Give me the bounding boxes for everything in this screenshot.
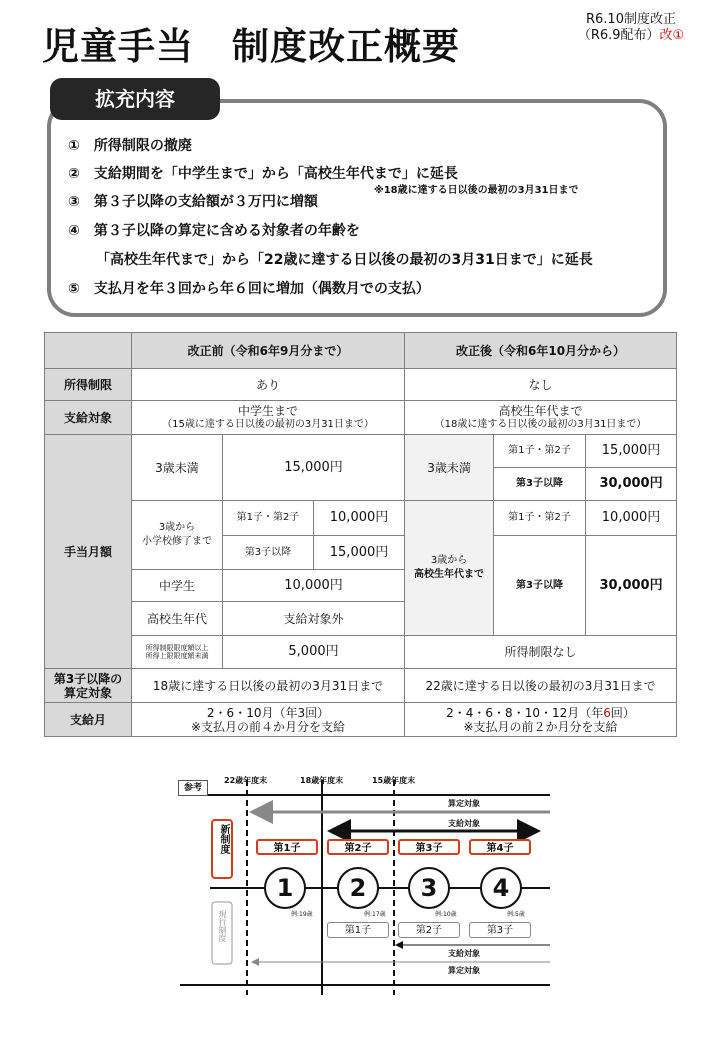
table-row <box>45 333 677 369</box>
tick-18-label: 18歳年度末 <box>300 776 344 785</box>
list-item: ⑤ 支払月を年３回から年６回に増加（偶数月での支払） <box>68 281 430 297</box>
row-label-third-child <box>45 669 132 703</box>
pay-after-months: 2・4・6・8・10・12月（年 <box>446 705 604 720</box>
cell-middle-school-amount: 10,000円 <box>223 570 405 602</box>
header-after: 改正後（令和6年10月分から） <box>405 333 677 369</box>
third-child-line2: 算定対象 <box>63 685 112 700</box>
revision-line1: R6.10制度改正 <box>586 12 676 27</box>
cell-income-after: なし <box>405 369 677 401</box>
cell-under3-before: 15,000円 <box>223 435 405 501</box>
new-child-box: 第4子 <box>469 839 531 855</box>
list-note: ※18歳に達する日以後の最初の3月31日まで <box>374 185 579 196</box>
cell-age3-elem-third: 15,000円 <box>314 536 405 570</box>
comparison-table <box>44 332 677 737</box>
pay-after-line2: ※支払月の前２か月分を支給 <box>463 719 618 734</box>
cell-pay-before <box>132 703 405 737</box>
page-title: 児童手当 制度改正概要 <box>42 25 460 68</box>
new-child-box: 第1子 <box>256 839 318 855</box>
after-age3-line1: 3歳から <box>430 555 468 566</box>
reference-label: 参考 <box>178 780 208 796</box>
cell-after-age3-third: 30,000円 <box>586 536 677 636</box>
header-before: 改正前（令和6年9月分まで） <box>132 333 405 369</box>
table-row <box>45 435 677 468</box>
new-system-label: 新制度 <box>218 824 229 854</box>
revision-note <box>565 12 697 44</box>
list-item: ① 所得制限の撤廃 <box>68 138 192 154</box>
new-child-box: 第2子 <box>327 839 389 855</box>
eligible-after-sub: （18歳に達する日以後の最初の3月31日まで） <box>434 418 647 430</box>
current-system-label: 現行制度 <box>218 910 227 942</box>
eligible-after-main: 高校生年代まで <box>498 403 583 418</box>
cell-under3-after-first: 15,000円 <box>586 435 677 468</box>
pay-after-count: 6 <box>603 705 611 720</box>
current-child-box: 第2子 <box>398 922 460 938</box>
cell-under3-after-label: 3歳未満 <box>405 435 494 501</box>
table-row <box>45 401 677 435</box>
cell-third-plus-label: 第3子以降 <box>494 468 586 501</box>
cell-third-child-after: 22歳に達する日以後の最初の3月31日まで <box>405 669 677 703</box>
row-label-eligible: 支給対象 <box>45 401 132 435</box>
table-row <box>45 703 677 737</box>
new-child-box: 第3子 <box>398 839 460 855</box>
after-age3-line2: 高校生年代まで <box>414 569 485 580</box>
revision-mark: 改① <box>659 28 685 43</box>
cell-eligible-after <box>405 401 677 435</box>
current-child-box: 第1子 <box>327 922 389 938</box>
list-item: 「高校生年代まで」から「22歳に達する日以後の最初の3月31日まで」に延長 <box>96 252 593 268</box>
cell-high-school-label: 高校生年代 <box>132 602 223 636</box>
example-age: 例:19歳 <box>291 911 313 918</box>
cell-third-plus-label: 第3子以降 <box>494 536 586 636</box>
current-pay-target-label: 支給対象 <box>448 949 480 958</box>
pay-after-line1 <box>405 706 676 720</box>
list-item: ② 支給期間を「中学生まで」から「高校生年代まで」に延長 <box>68 166 458 182</box>
cell-after-age3-first: 10,000円 <box>586 501 677 536</box>
revision-issue: （R6.9配布） <box>577 28 660 43</box>
eligible-before-sub: （15歳に達する日以後の最初の3月31日まで） <box>162 418 374 430</box>
child-circle: 4 <box>480 867 522 909</box>
cell-under3-after-third: 30,000円 <box>586 468 677 501</box>
pay-target-label: 支給対象 <box>448 819 480 828</box>
child-circle: 1 <box>264 867 306 909</box>
cell-age3-elem-first: 10,000円 <box>314 501 405 536</box>
cell-income-cap-amount: 5,000円 <box>223 636 405 669</box>
eligible-before-main: 中学生まで <box>238 403 299 418</box>
table-row <box>45 369 677 401</box>
pay-before-line1: 2・6・10月（年3回） <box>206 705 330 720</box>
calc-target-label: 算定対象 <box>448 799 480 808</box>
example-age: 例:5歳 <box>507 911 525 918</box>
third-child-line1: 第3子以降の <box>53 671 123 686</box>
cell-middle-school-label: 中学生 <box>132 570 223 602</box>
table-row <box>45 501 677 536</box>
pay-before-line2: ※支払月の前４か月分を支給 <box>190 719 346 734</box>
table-row <box>45 636 677 669</box>
list-item: ④ 第３子以降の算定に含める対象者の年齢を <box>68 223 360 239</box>
cell-high-school-amount: 支給対象外 <box>223 602 405 636</box>
current-calc-target-label: 算定対象 <box>448 966 480 975</box>
list-item: ③ 第３子以降の支給額が３万円に増額 <box>68 194 318 210</box>
age3-elem-line1: 3歳から <box>158 522 196 533</box>
child-circle: 2 <box>337 867 379 909</box>
expansion-tab: 拡充内容 <box>50 78 220 120</box>
cell-third-child-before: 18歳に達する日以後の最初の3月31日まで <box>132 669 405 703</box>
child-circle: 3 <box>408 867 450 909</box>
cell-income-cap-label <box>132 636 223 669</box>
cell-first-second-label: 第1子・第2子 <box>494 435 586 468</box>
cell-age3-elem-label <box>132 501 223 570</box>
cell-third-plus-label: 第3子以降 <box>223 536 314 570</box>
revision-line2 <box>565 28 697 44</box>
table-row <box>45 669 677 703</box>
cell-no-income-limit: 所得制限なし <box>405 636 677 669</box>
cell-eligible-before <box>132 401 405 435</box>
tick-15-label: 15歳年度末 <box>372 776 416 785</box>
cell-after-age3-label <box>405 501 494 636</box>
income-cap-line1: 所得制限限度額以上 <box>145 644 209 652</box>
income-cap-line2: 所得上限限度額未満 <box>145 652 209 660</box>
age3-elem-line2: 小学校修了まで <box>142 536 212 547</box>
example-age: 例:17歳 <box>364 911 386 918</box>
pay-after-suffix: 回） <box>610 705 635 720</box>
tick-22-label: 22歳年度末 <box>224 776 268 785</box>
table-corner <box>45 333 132 369</box>
cell-pay-after <box>405 703 677 737</box>
example-age: 例:10歳 <box>435 911 457 918</box>
row-label-monthly: 手当月額 <box>45 435 132 669</box>
cell-first-second-label: 第1子・第2子 <box>223 501 314 536</box>
cell-under3-label: 3歳未満 <box>132 435 223 501</box>
cell-first-second-label: 第1子・第2子 <box>494 501 586 536</box>
row-label-pay-month: 支給月 <box>45 703 132 737</box>
row-label-income-limit: 所得制限 <box>45 369 132 401</box>
cell-income-before: あり <box>132 369 405 401</box>
current-child-box: 第3子 <box>469 922 531 938</box>
